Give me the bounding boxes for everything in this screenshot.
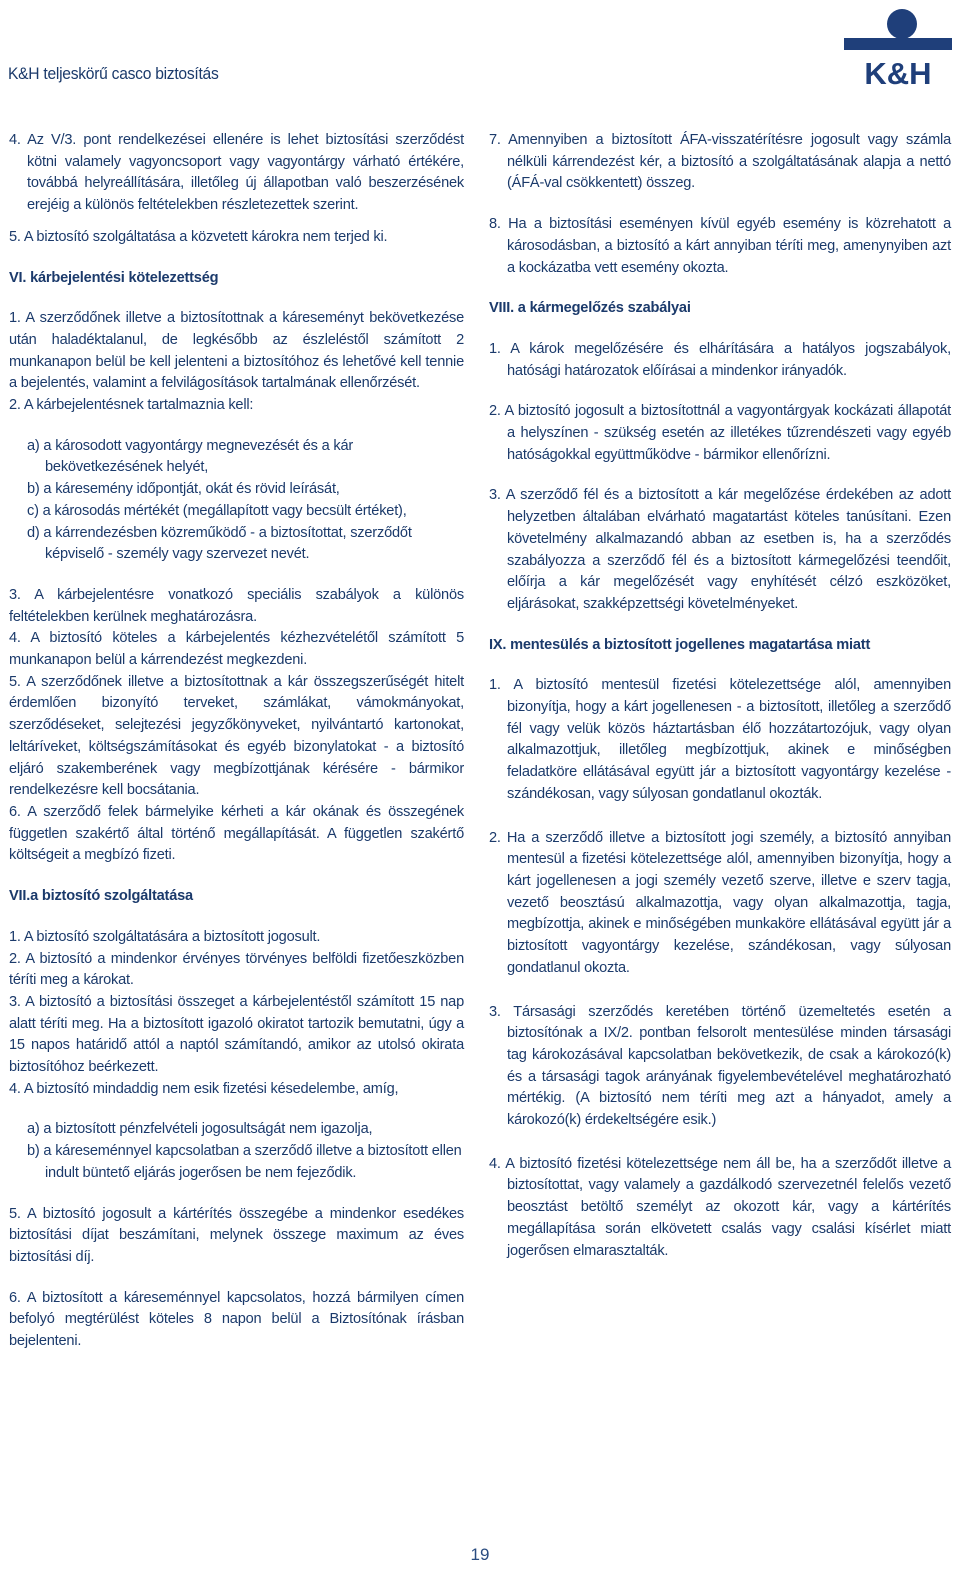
paragraph-ix-1: 1. A biztosító mentesül fizetési kötelezettsége alól, amennyiben bizonyítja, hogy a kárt jogellenesen - a biztosított, illetőleg a szerződő fél vagy velük közös háztartásban élő hozzátartozójuk, vagy olyan alkalmazottjuk, illetőleg megbízottjuk, akinek e minőségben feladatköre ellátásával együtt jár a biztosított vagyontárgy kezelése - szándékosan, vagy súlyosan gondatlanul okozták. [489,677,951,802]
page-number: 19 [470,1545,490,1564]
paragraph-vii-2: 2. A biztosító a mindenkor érvényes törvényes belföldi fizetőeszközben téríti meg a károkat. [9,950,464,989]
paragraph-vi-5: 5. A szerződőnek illetve a biztosítottnak a kár összegszerűségét hitelt érdemlően bizonyító terveket, számlákat, vámokmányokat, szerződéseket, selejtezési jegyzőkönyveket, nyilvántartó kartonokat, leltáríveket, költségszámításokat és egyéb bizonylatokat - a biztosító eljáró szakemberének vagy megbízottjának kérésére - bármikor rendelkezésre kell bocsátania. [9,673,464,799]
list-item: b) a káresemény időpontját, okát és rövid leírását, [27,481,340,498]
paragraph-vi-3: 3. A kárbejelentésre vonatkozó speciális szabályok a különös feltételekben kerülnek meghatározásra. [9,586,464,625]
section-vi-title: VI. kárbejelentési kötelezettség [9,269,219,286]
paragraph-vii-8: 8. Ha a biztosítási eseményen kívül egyéb esemény is közrehatott a károsodásban, a biztosító a kárt annyiban téríti meg, amenynyiben azt a kockázatba vett esemény okozta. [489,216,951,276]
paragraph-viii-1: 1. A károk megelőzésére és elhárítására a hatályos jogszabályok, hatósági határozatok előírásai a mindenkor irányadók. [489,340,951,379]
paragraph-vii-4: 4. A biztosító mindaddig nem esik fizetési késedelembe, amíg, [9,1080,399,1097]
list-item: a) a biztosított pénzfelvételi jogosultságát nem igazolja, [27,1121,373,1138]
list-item: c) a károsodás mértékét (megállapított vagy becsült értéket), [27,502,407,519]
paragraph-v4: 4. Az V/3. pont rendelkezései ellenére is lehet biztosítási szerződést kötni valamely vagyoncsoport vagy vagyontárgy várható értékére, továbbá helyreállítására, illetőleg új állapotban való beszerzésének erejéig a különös feltételekben részletezettek szerint. [9,132,464,214]
left-column [9,130,464,1353]
paragraph-vi-6: 6. A szerződő felek bármelyike kérheti a kár okának és összegének független szakértő által történő megállapítását. A független szakértő költségeit a megbízó fizeti. [9,803,464,864]
paragraph-vii-5: 5. A biztosító jogosult a kártérítés összegébe a mindenkor esedékes biztosítási díjat beszámítani, melynek összege maximum az éves biztosítási díj. [9,1205,464,1265]
kh-logo [842,4,954,88]
paragraph-ix-2: 2. Ha a szerződő illetve a biztosított jogi személy, a biztosító annyiban mentesül a fizetési kötelezettsége alól, amennyiben bizonyítja, hogy a kárt jogellenesen a jogi személy vezető szerve, illetve e szerv tagja, vezető beosztású alkalmazottja, vagy olyan alkalmazottja, tagja, megbízottja, akinek e minőségében munkaköre ellátásával együtt jár a biztosított vagyontárgy kezelése, szándékosan, vagy súlyosan gondatlanul okozta. [489,829,951,976]
paragraph-vi-2: 2. A kárbejelentésnek tartalmaznia kell: [9,397,254,414]
right-column [489,130,951,1262]
paragraph-ix-3: 3. Társasági szerződés keretében történő üzemeltetés esetén a biztosítónak a IX/2. pontban felsorolt mentesülése minden társasági tag károkozásával kapcsolatban bekövetkezik, de csak a károkozó(k) és a társasági tagok arányának figyelembevételével meghatározható mértékig. (A biztosító nem téríti meg azt a hányadot, amely a károkozó(k) érdekeltségére esik.) [489,1003,951,1129]
paragraph-vi-1: 1. A szerződőnek illetve a biztosítottnak a káreseményt bekövetkezése után haladéktalanul, de legkésőbb az észleléstől számított 2 munkanapon belül be kell jelenteni a biztosítóhoz és lehetővé kell tennie a bejelentés, valamint a felvilágosítások tartalmának ellenőrzését. [9,310,464,392]
paragraph-vii-3: 3. A biztosító a biztosítási összeget a kárbejelentéstől számított 15 nap alatt téríti meg. Ha a biztosított igazoló okiratot tartozik bemutatni, úgy a 15 napos határidő attól a naptól számítandó, amikor az utolsó okirata biztosítóhoz beérkezett. [9,993,464,1076]
paragraph-vii-1: 1. A biztosító szolgáltatására a biztosított jogosult. [9,928,321,945]
paragraph-viii-2: 2. A biztosító jogosult a biztosítottnál a vagyontárgyak kockázati állapotát a helyszínen - szükség esetén az illetékes tűzrendészeti vagy egyéb hatóságokkal együttműködve - bármikor ellenőrízni. [489,403,951,463]
section-ix-title: IX. mentesülés a biztosított jogellenes magatartása miatt [489,636,871,653]
paragraph-vi-4: 4. A biztosító köteles a kárbejelentés kézhezvételétől számított 5 munkanapon belül a kárrendezést megkezdeni. [9,630,464,669]
section-viii-title: VIII. a kármegelőzés szabályai [489,300,691,317]
paragraph-viii-3: 3. A szerződő fél és a biztosított a kár megelőzése érdekében az adott helyzetben általában elvárható magatartást köteles tanúsítani. Ezen követelmény alkalmazandó abban az esetben is, ha a szerződés szabályozza a szerződő fél és a biztosított kármegelőzési teendőit, előírja a kár megelőzését vagy enyhítését célzó eszközöket, eljárásokat, szakképzettségi követelményeket. [489,487,951,612]
paragraph-vii-7: 7. Amennyiben a biztosított ÁFA-visszatérítésre jogosult vagy számla nélküli kárrendezést kér, a biztosító a szolgáltatásának alapja a nettó (ÁFÁ-val csökkentett) összeg. [489,132,951,192]
document-title: K&H teljeskörű casco biztosítás [8,64,219,83]
list-item: b) a káreseménnyel kapcsolatban a szerződő illetve a biztosított ellen indult büntető eljárás jogerősen be nem fejeződik. [27,1143,462,1181]
paragraph-v5: 5. A biztosító szolgáltatása a közvetett károkra nem terjed ki. [9,228,388,245]
list-item: a) a károsodott vagyontárgy megnevezését és a kár bekövetkezésének helyét, [27,437,354,476]
paragraph-ix-4: 4. A biztosító fizetési kötelezettsége nem áll be, ha a szerződőt illetve a biztosítottat, vagy valamely a gazdálkodó szervezetnél felelős vezető beosztást betöltő személyt az okozott kár, vagy a kártérítés megállapítása során elkövetett csalás vagy csalási kísérlet miatt jogerősen elmarasztalták. [489,1155,951,1259]
logo-wordmark: K&H [864,56,932,88]
paragraph-vii-6: 6. A biztosított a káreseménnyel kapcsolatos, hozzá bármilyen címen befolyó megtérülést köteles 8 napon belül a Biztosítónak írásban bejelenteni. [9,1289,464,1350]
list-item: d) a kárrendezésben közreműködő - a biztosítottat, szerződőt képviselő - személy vagy szervezet nevét. [27,524,412,563]
section-vii-title: VII.a biztosító szolgáltatása [9,888,193,905]
